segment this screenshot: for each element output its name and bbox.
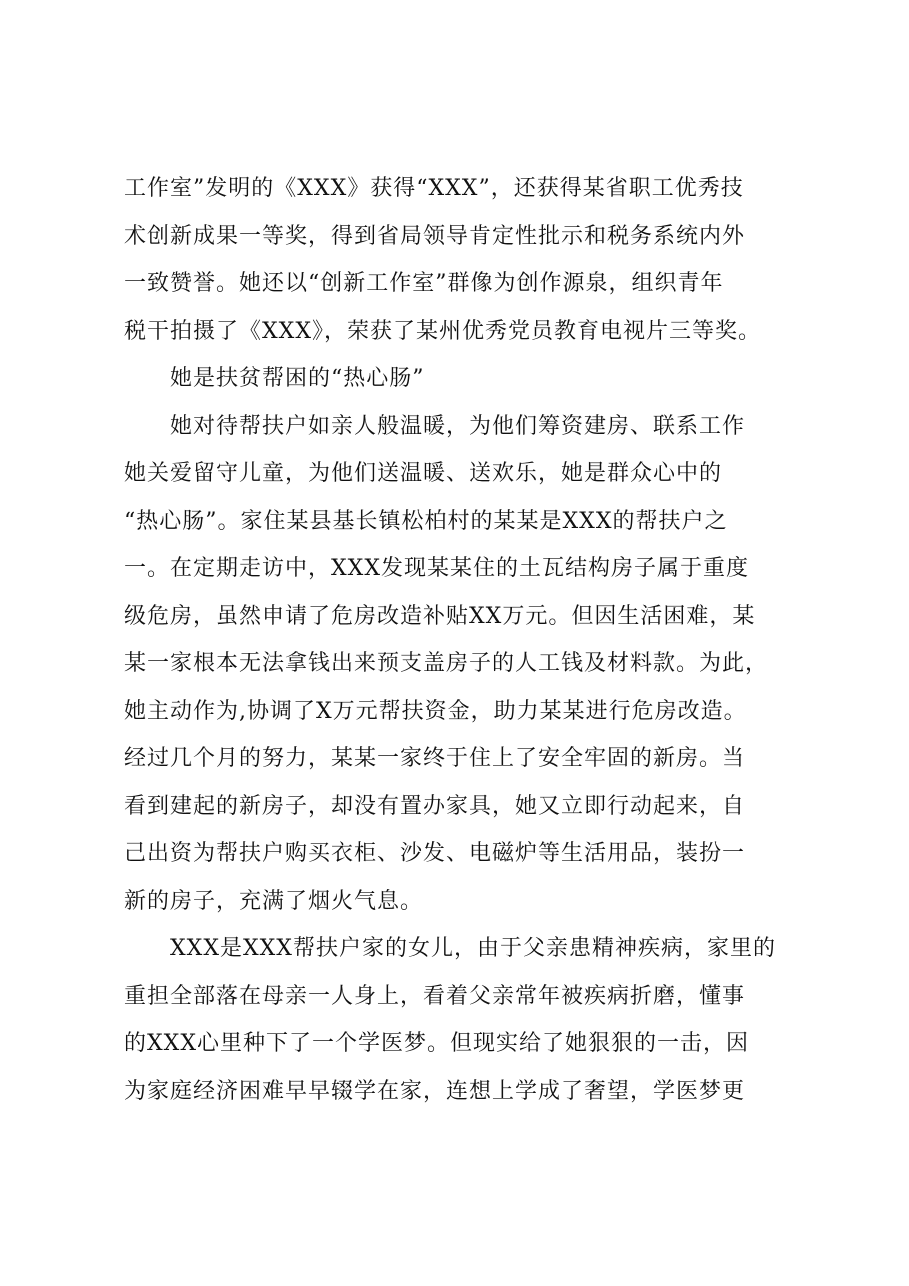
text-line-3: 一致赞誉。她还以“创新工作室”群像为创作源泉，组织青年 bbox=[124, 271, 724, 296]
text-line-1: 工作室”发明的《XXX》获得“XXX”，还获得某省职工优秀技 bbox=[124, 176, 744, 201]
text-line-8: “热心肠”。家住某县基长镇松柏村的某某是XXX的帮扶户之 bbox=[124, 508, 728, 534]
text-line-20: 为家庭经济困难早早辍学在家，连想上学成了奢望，学医梦更 bbox=[124, 1078, 746, 1104]
text-line-14: 看到建起的新房子，却没有置办家具，她又立即行动起来，自 bbox=[124, 793, 746, 819]
text-line-12: 她主动作为,协调了X万元帮扶资金，助力某某进行危房改造。 bbox=[124, 698, 747, 724]
text-line-17: XXX是XXX帮扶户家的女儿，由于父亲患精神疾病，家里的 bbox=[170, 936, 776, 961]
document-body bbox=[124, 165, 814, 1115]
text-line-19: 的XXX心里种下了一个学医梦。但现实给了她狠狠的一击，因 bbox=[124, 1031, 749, 1056]
text-line-2: 术创新成果一等奖，得到省局领导肯定性批示和税务系统内外 bbox=[124, 223, 746, 249]
section-heading: 她是扶贫帮困的“热心肠” bbox=[170, 366, 425, 391]
text-line-13: 经过几个月的努力，某某一家终于住上了安全牢固的新房。当 bbox=[124, 746, 746, 771]
text-line-6: 她对待帮扶户如亲人般温暖，为他们筹资建房、联系工作 bbox=[170, 413, 746, 439]
text-line-16: 新的房子，充满了烟火气息。 bbox=[124, 888, 424, 914]
text-line-7: 她关爱留守儿童，为他们送温暖、送欢乐，她是群众心中的 bbox=[124, 461, 723, 486]
text-line-18: 重担全部落在母亲一人身上，看着父亲常年被疾病折磨，懂事 bbox=[124, 983, 746, 1009]
text-line-15: 己出资为帮扶户购买衣柜、沙发、电磁炉等生活用品，装扮一 bbox=[124, 841, 746, 866]
text-line-9: 一。在定期走访中，XXX发现某某住的土瓦结构房子属于重度 bbox=[124, 556, 749, 581]
text-line-4: 税干拍摄了《XXX》，荣获了某州优秀党员教育电视片三等奖。 bbox=[124, 318, 761, 344]
text-line-11: 某一家根本无法拿钱出来预支盖房子的人工钱及材料款。为此， bbox=[124, 651, 769, 676]
text-line-10: 级危房，虽然申请了危房改造补贴XX万元。但因生活困难，某 bbox=[124, 603, 756, 629]
